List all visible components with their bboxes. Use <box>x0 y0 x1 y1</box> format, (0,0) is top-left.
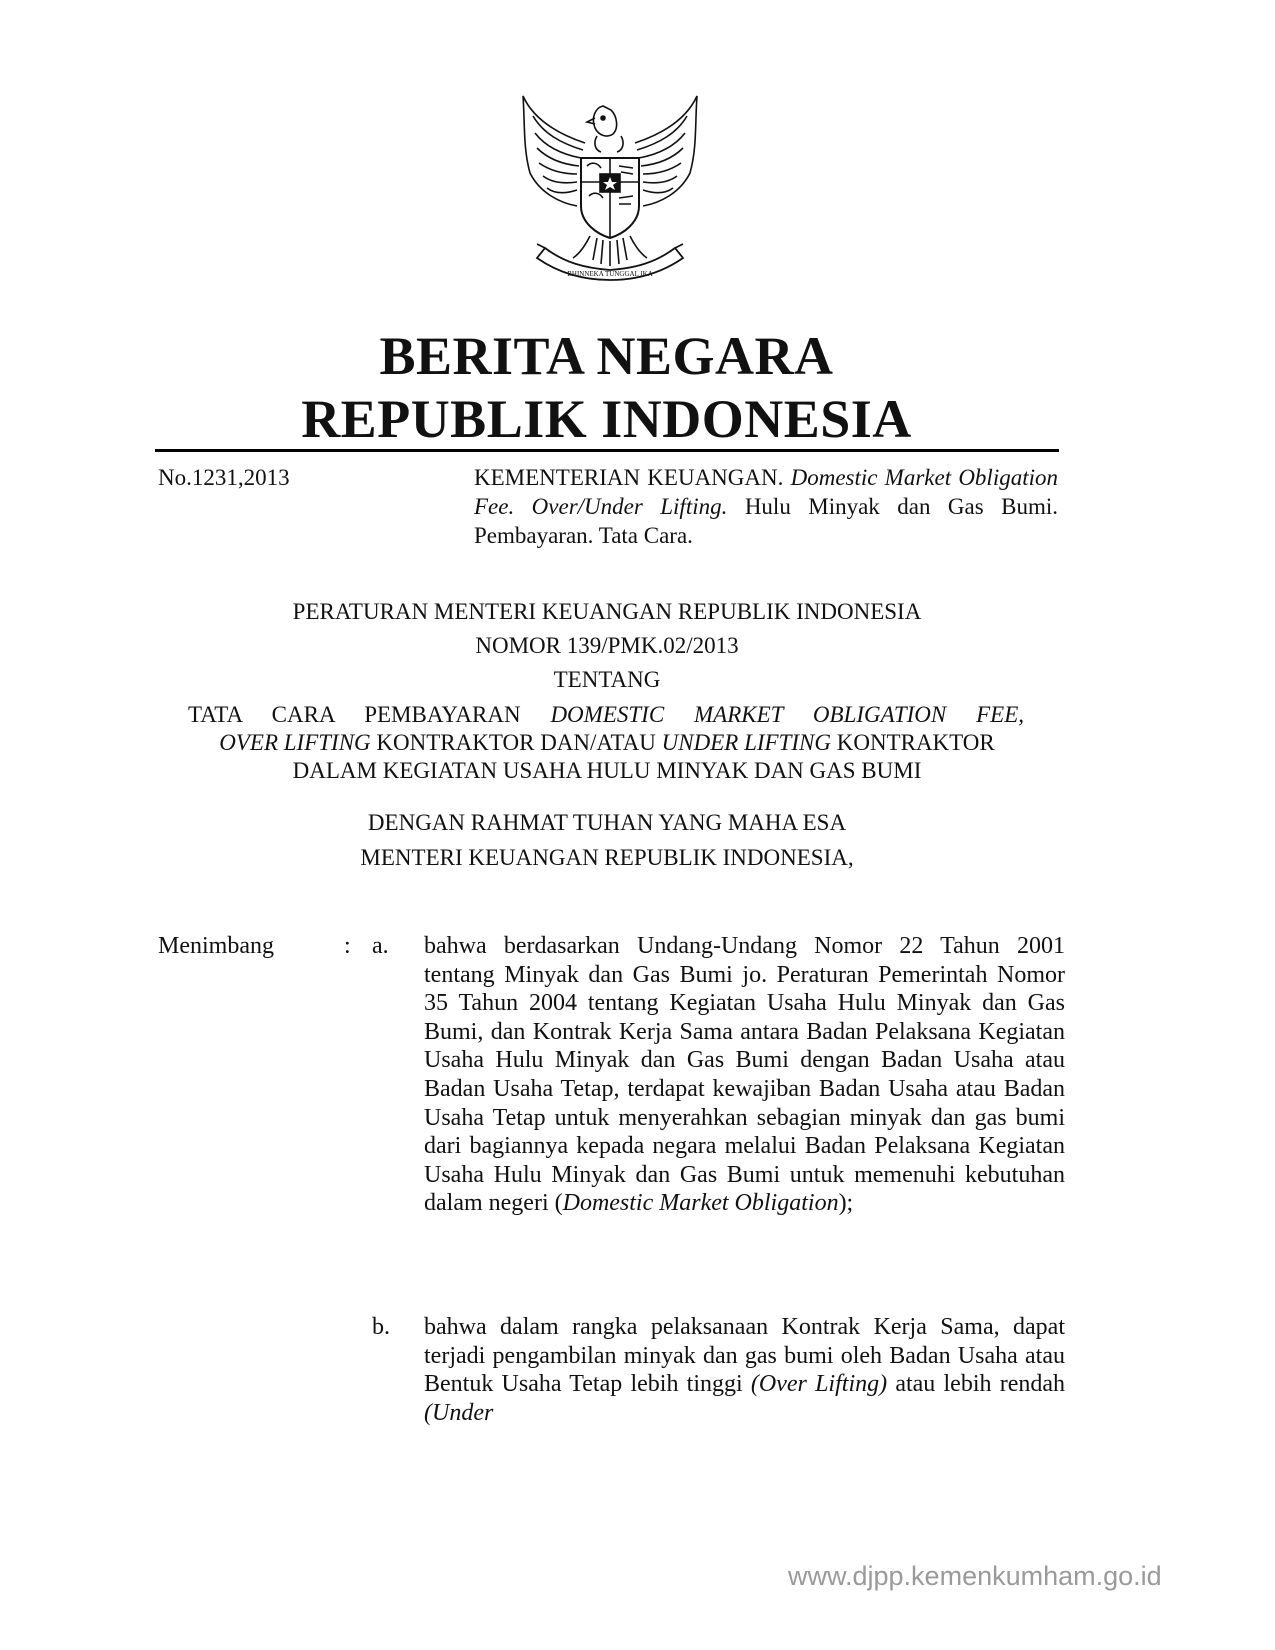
item-a-body: bahwa berdasarkan Undang-Undang Nomor 22 Tahun 2001 tentang Minyak dan Gas Bumi jo. Peraturan Pemerintah Nomor 35 Tahun 2004 tentang Kegiatan Usaha Hulu Minyak dan Gas Bumi, dan Kontrak Kerja Sama antara Badan Pelaksana Kegiatan Usaha Hulu Minyak dan Gas Bumi dengan Badan Usaha atau Badan Usaha Tetap, terdapat kewajiban Badan Usaha atau Badan Usaha Tetap untuk menyerahkan sebagian minyak dan gas bumi dari bagiannya kepada negara melalui Badan Pelaksana Kegiatan Usaha Hulu Minyak dan Gas Bumi untuk memenuhi kebutuhan dalam negeri <box>424 933 1065 1217</box>
regulation-tentang: TENTANG <box>553 667 661 692</box>
about-italic-under: UNDER LIFTING <box>661 730 831 755</box>
menimbang-label: Menimbang <box>158 933 274 959</box>
item-b-text <box>424 1313 1065 1427</box>
item-a-text <box>424 932 1065 1218</box>
about-text-mid: KONTRAKTOR DAN/ATAU <box>376 730 656 755</box>
regulation-title: PERATURAN MENTERI KEUANGAN REPUBLIK INDONESIA <box>292 599 922 624</box>
item-a-paren: ( <box>554 1190 563 1217</box>
item-b-body: bahwa dalam rangka pelaksanaan Kontrak Kerja Sama, dapat terjadi pengambilan minyak dan gas bumi oleh Badan Usaha atau Bentuk Usaha Tetap lebih tinggi <box>424 1314 1065 1398</box>
item-b-italic-under: (Under <box>424 1399 494 1426</box>
menimbang-colon: : <box>344 933 351 959</box>
item-b-marker: b. <box>372 1314 390 1340</box>
gazette-subject <box>474 463 1058 550</box>
ministry-name: KEMENTERIAN KEUANGAN. <box>474 465 784 490</box>
item-a-marker: a. <box>372 933 389 959</box>
title-divider <box>155 449 1059 452</box>
about-text-end: KONTRAKTOR <box>836 730 995 755</box>
regulation-about-line-1 <box>188 701 1024 729</box>
about-italic-over: OVER LIFTING <box>219 730 371 755</box>
footer-url: www.djpp.kemenkumham.go.id <box>788 1561 1162 1591</box>
invocation: DENGAN RAHMAT TUHAN YANG MAHA ESA <box>367 810 847 835</box>
minister-title: MENTERI KEUANGAN REPUBLIK INDONESIA, <box>360 845 854 870</box>
about-italic: DOMESTIC MARKET OBLIGATION FEE, <box>550 702 1025 727</box>
gazette-number: No.1231,2013 <box>158 465 290 490</box>
about-text: TATA CARA PEMBAYARAN <box>188 702 521 727</box>
item-a-italic: Domestic Market Obligation <box>562 1190 839 1217</box>
emblem-motto: BHINNEKA TUNGGAL IKA <box>567 270 653 278</box>
title-line-1: BERITA NEGARA <box>379 326 834 386</box>
subject-rest: Hulu Minyak dan Gas Bumi. Pembayaran. Tata Cara. <box>474 494 1058 548</box>
title-line-2: REPUBLIK INDONESIA <box>301 389 912 449</box>
regulation-number: NOMOR 139/PMK.02/2013 <box>475 633 739 658</box>
item-b-middle: atau lebih rendah <box>895 1371 1066 1398</box>
regulation-about-line-3: DALAM KEGIATAN USAHA HULU MINYAK DAN GAS BUMI <box>292 758 922 783</box>
item-b-italic-over: (Over Lifting) <box>750 1371 888 1398</box>
subject-italic: Domestic Market Obligation Fee. Over/Under Lifting. <box>474 465 1058 519</box>
regulation-about-line-2 <box>155 729 1059 757</box>
garuda-emblem-icon <box>515 88 705 283</box>
item-a-tail: ); <box>838 1190 854 1217</box>
